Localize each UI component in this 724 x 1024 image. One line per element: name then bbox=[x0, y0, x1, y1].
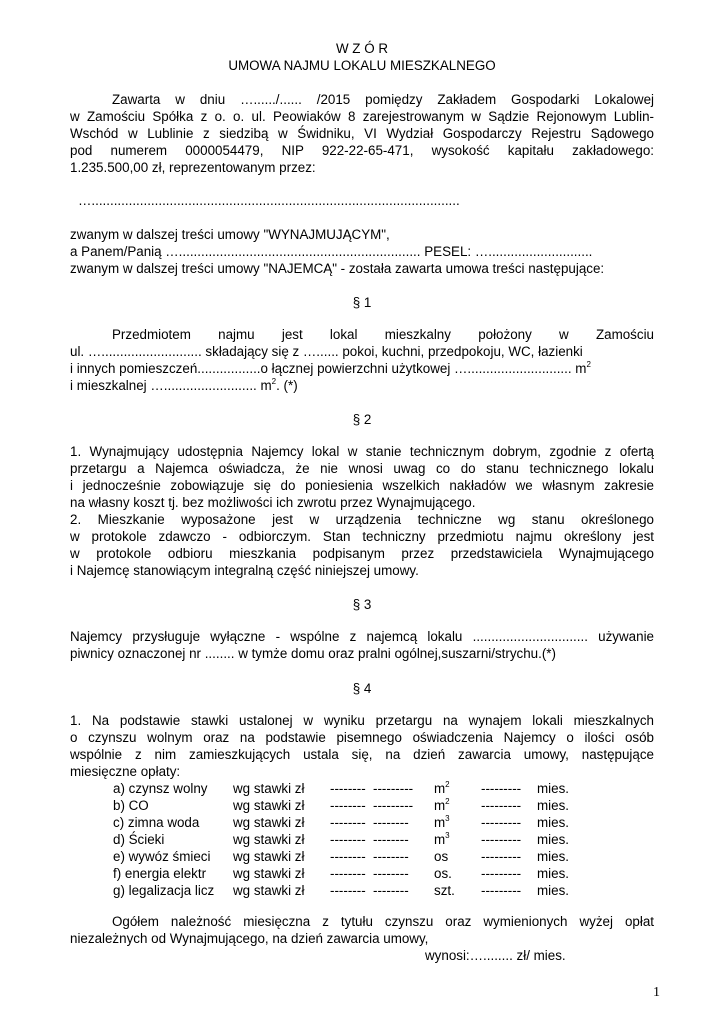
fee-period: mies. bbox=[537, 849, 569, 864]
fee-period: mies. bbox=[537, 781, 569, 796]
fee-rate: wg stawki zł bbox=[233, 832, 305, 847]
intro-line: w Zamościu Spółka z o. o. ul. Peowiaków 8 zarejestrowanym w Sądzie Rejonowym Lublin- bbox=[70, 109, 654, 124]
fee-rate: wg stawki zł bbox=[233, 883, 305, 898]
fee-amount-blank: --------- bbox=[481, 832, 522, 847]
section-2-line: na własny koszt tj. bez możliwości ich zwrotu przez Wynajmującego. bbox=[70, 495, 476, 510]
fee-unit-exponent: 3 bbox=[445, 814, 450, 823]
fee-rate-blank: -------- bbox=[330, 832, 366, 847]
section-3-line: piwnicy oznaczonej nr ........ w tymże domu oraz pralni ogólnej,suszarni/strychu.(*) bbox=[70, 646, 556, 661]
fee-unit-text: m bbox=[434, 781, 446, 796]
fee-quantity-blank: -------- bbox=[373, 866, 409, 881]
section-2-line: 1. Wynajmujący udostępnia Najemcy lokal w stanie technicznym dobrym, zgodnie z ofertą bbox=[70, 444, 654, 459]
fee-row bbox=[0, 814, 724, 831]
section-1-line: i innych pomieszczeń.................o łącznej powierzchni użytkowej …............................ $m^2$ bbox=[70, 360, 591, 376]
fee-label: b) CO bbox=[113, 798, 149, 813]
document-subtitle: UMOWA NAJMU LOKALU MIESZKALNEGO bbox=[228, 58, 496, 73]
fee-quantity-blank: -------- bbox=[373, 815, 409, 830]
fee-label: d) Ścieki bbox=[113, 832, 165, 847]
fee-label: c) zimna woda bbox=[113, 815, 200, 830]
section-1-line: Przedmiotem najmu jest lokal mieszkalny położony w Zamościu bbox=[112, 327, 654, 342]
section-4-line: miesięczne opłaty: bbox=[70, 764, 181, 779]
fee-amount-blank: --------- bbox=[481, 849, 522, 864]
fee-label: e) wywóz śmieci bbox=[113, 849, 211, 864]
intro-line: 1.235.500,00 zł, reprezentowanym przez: bbox=[70, 160, 316, 175]
fee-unit: os. bbox=[434, 866, 452, 881]
section-1-line: ul. …........................... składający się z …...... pokoi, kuchni, przedpokoju, WC, łazienki bbox=[70, 344, 583, 359]
section-heading: § 2 bbox=[352, 412, 372, 427]
fee-unit: szt. bbox=[434, 883, 455, 898]
fee-rate-blank: -------- bbox=[330, 866, 366, 881]
intro-line: pod numerem 0000054479, NIP 922-22-65-471, wysokość kapitału zakładowego: bbox=[70, 143, 654, 158]
total-line: Ogółem należność miesięczna z tytułu czynszu oraz wymienionych wyżej opłat bbox=[112, 914, 654, 929]
document-title: W Z Ó R bbox=[335, 41, 389, 56]
section-2-line: i jednocześnie zobowiązuje się do poniesienia wszelkich nakładów we własnym zakresie bbox=[70, 478, 654, 493]
fee-unit bbox=[434, 797, 450, 814]
intro-line: Zawarta w dniu …....../...... /2015 pomiędzy Zakładem Gospodarki Lokalowej bbox=[112, 92, 654, 107]
fee-amount-blank: --------- bbox=[481, 781, 522, 796]
fee-quantity-blank: -------- bbox=[373, 849, 409, 864]
fee-label: g) legalizacja licz bbox=[113, 883, 215, 898]
fee-period: mies. bbox=[537, 815, 569, 830]
fee-row bbox=[0, 831, 724, 848]
fee-unit-text: m bbox=[434, 815, 446, 830]
fee-quantity-blank: --------- bbox=[373, 781, 414, 796]
fee-period: mies. bbox=[537, 798, 569, 813]
fee-unit bbox=[434, 780, 450, 797]
fee-period: mies. bbox=[537, 883, 569, 898]
section-2-line: 2. Mieszkanie wyposażone jest w urządzenia techniczne wg stanu określonego bbox=[70, 512, 654, 527]
fee-rate: wg stawki zł bbox=[233, 781, 305, 796]
fee-rate-blank: -------- bbox=[330, 849, 366, 864]
fee-row bbox=[0, 797, 724, 814]
fee-row bbox=[0, 848, 724, 865]
section-2-line: w protokole zdawczo - odbiorczym. Stan techniczny przedmiotu najmu określony jest bbox=[70, 529, 654, 544]
section-1-line: i mieszkalnej …......................... $m^2$. (*) bbox=[70, 377, 298, 393]
fee-rate-blank: -------- bbox=[330, 815, 366, 830]
fee-rate: wg stawki zł bbox=[233, 849, 305, 864]
fee-rate-blank: -------- bbox=[330, 883, 366, 898]
total-line: niezależnych od Wynajmującego, na dzień zawarcia umowy, bbox=[70, 931, 429, 946]
fee-rate: wg stawki zł bbox=[233, 866, 305, 881]
fee-rate-blank: -------- bbox=[330, 798, 366, 813]
party-line: a Panem/Panią …................................................................. PESEL: …............................ bbox=[70, 244, 593, 259]
section-3-line: Najemcy przysługuje wyłączne - wspólne z najemcą lokalu ............................... używanie bbox=[70, 629, 654, 644]
party-line: zwanym w dalszej treści umowy "NAJEMCĄ" - została zawarta umowa treści następujące: bbox=[70, 261, 605, 276]
fee-period: mies. bbox=[537, 866, 569, 881]
fee-rate: wg stawki zł bbox=[233, 798, 305, 813]
fee-row bbox=[0, 882, 724, 899]
fee-row bbox=[0, 865, 724, 882]
intro-line: Wschód w Lublinie z siedzibą w Świdniku, VI Wydział Gospodarczy Rejestru Sądowego bbox=[70, 126, 654, 141]
section-heading: § 4 bbox=[352, 681, 372, 696]
total-amount-line: wynosi:…........ zł/ mies. bbox=[425, 948, 566, 963]
section-4-line: wspólnie z nim zamieszkujących ustala się, na dzień zawarcia umowy, następujące bbox=[70, 747, 654, 762]
fee-label: f) energia elektr bbox=[113, 866, 207, 881]
fee-unit-exponent: 2 bbox=[445, 780, 450, 789]
fee-unit-text: m bbox=[434, 798, 446, 813]
section-4-line: o czynszu wolnym oraz na podstawie pisemnego oświadczenia Najemcy o ilości osób bbox=[70, 730, 654, 745]
fee-unit bbox=[434, 831, 450, 848]
section-2-line: i Najemcę stanowiącym integralną część niniejszej umowy. bbox=[70, 563, 419, 578]
fee-unit bbox=[434, 814, 450, 831]
fee-quantity-blank: -------- bbox=[373, 832, 409, 847]
fee-row bbox=[0, 780, 724, 797]
fee-amount-blank: --------- bbox=[481, 815, 522, 830]
fee-unit: os bbox=[434, 849, 449, 864]
fee-quantity-blank: --------- bbox=[373, 798, 414, 813]
page-number: 1 bbox=[653, 985, 660, 1000]
fee-unit-exponent: 3 bbox=[445, 831, 450, 840]
fee-amount-blank: --------- bbox=[481, 883, 522, 898]
fee-quantity-blank: -------- bbox=[373, 883, 409, 898]
section-heading: § 1 bbox=[352, 295, 372, 310]
fee-rate-blank: -------- bbox=[330, 781, 366, 796]
party-line: zwanym w dalszej treści umowy "WYNAJMUJĄCYM", bbox=[70, 227, 390, 242]
section-4-line: 1. Na podstawie stawki ustalonej w wyniku przetargu na wynajem lokali mieszkalnych bbox=[70, 713, 654, 728]
fee-amount-blank: --------- bbox=[481, 866, 522, 881]
fee-unit-text: m bbox=[434, 832, 446, 847]
fee-amount-blank: --------- bbox=[481, 798, 522, 813]
fee-rate: wg stawki zł bbox=[233, 815, 305, 830]
representative-fill-line: …................................................................................................... bbox=[78, 193, 460, 208]
fee-label: a) czynsz wolny bbox=[113, 781, 208, 796]
fee-period: mies. bbox=[537, 832, 569, 847]
section-2-line: w protokole odbioru mieszkania podpisanym przez przedstawiciela Wynajmującego bbox=[70, 546, 654, 561]
section-heading: § 3 bbox=[352, 597, 372, 612]
section-2-line: przetargu a Najemca oświadcza, że nie wnosi uwag co do stanu technicznego lokalu bbox=[70, 461, 654, 476]
fee-unit-exponent: 2 bbox=[445, 797, 450, 806]
